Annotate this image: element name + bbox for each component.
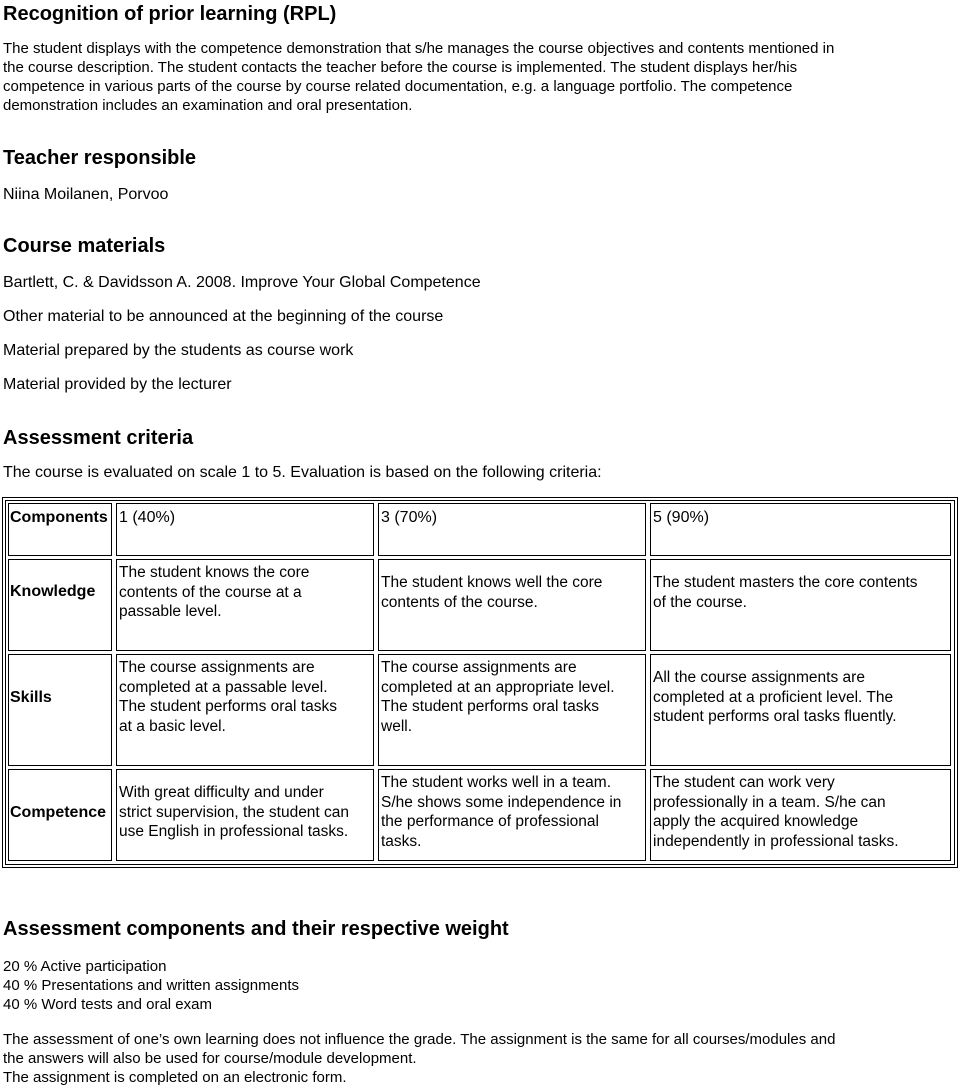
cell-line: The student masters the core contents [653,574,918,591]
closing-line: The assessment of one’s own learning does not influence the grade. The assignment is the same for all courses/modules and [3,1031,836,1048]
teacher-heading: Teacher responsible [3,147,197,169]
table-cell [653,773,899,851]
cell-line: The student works well in a team. [381,774,612,791]
cell-line: The student performs oral tasks [119,698,337,715]
cell-line: With great difficulty and under [119,784,324,801]
cell-line: All the course assignments are [653,669,865,686]
material-item: Material provided by the lecturer [3,376,232,393]
row-label-skills: Skills [10,689,52,706]
rpl-paragraph [3,39,834,115]
rpl-line: demonstration includes an examination and oral presentation. [3,97,413,114]
table-header-components: Components [10,509,108,526]
rpl-line: competence in various parts of the course by course related documentation, e.g. a language portfolio. The competence [3,78,793,95]
cell-line: passable level. [119,603,222,620]
table-cell [119,783,349,842]
cell-line: The course assignments are [119,659,315,676]
cell-line: the performance of professional [381,813,599,830]
material-item: Material prepared by the students as course work [3,342,354,359]
cell-line: The student can work very [653,774,835,791]
materials-heading: Course materials [3,235,166,257]
table-cell [381,773,621,851]
cell-line: The course assignments are [381,659,577,676]
table-cell [119,563,309,622]
weight-item: 40 % Word tests and oral exam [3,996,212,1013]
cell-line: contents of the course. [381,593,538,611]
cell-line: S/he shows some independence in [381,793,622,811]
closing-line: the answers will also be used for course/module development. [3,1050,417,1067]
table-header-grade-1: 1 (40%) [119,509,176,526]
weight-item: 20 % Active participation [3,958,167,975]
weights-heading: Assessment components and their respective weight [3,918,509,940]
material-item: Bartlett, C. & Davidsson A. 2008. Improve Your Global Competence [3,274,481,291]
cell-line: of the course. [653,593,747,611]
table-cell [381,573,602,612]
table-cell [653,668,897,727]
cell-line: The student knows the core [119,564,310,581]
closing-line: The assignment is completed on an electronic form. [3,1069,347,1086]
cell-line: strict supervision, the student can [119,803,350,821]
closing-paragraph [3,1030,835,1087]
rpl-line: The student displays with the competence demonstration that s/he manages the course objectives and contents mentioned in [3,40,835,57]
row-label-knowledge: Knowledge [10,583,96,600]
cell-line: The student knows well the core [381,574,603,591]
cell-line: professionally in a team. S/he can [653,793,886,811]
cell-line: completed at a passable level. [119,678,328,696]
cell-line: apply the acquired knowledge [653,813,859,830]
cell-line: The student performs oral tasks [381,698,599,715]
cell-line: completed at an appropriate level. [381,678,615,696]
weights-list [3,957,299,1014]
table-header-grade-5: 5 (90%) [653,509,710,526]
table-header-grade-3: 3 (70%) [381,509,438,526]
assessment-heading: Assessment criteria [3,427,194,449]
cell-line: well. [381,717,413,735]
cell-line: tasks. [381,832,422,850]
weight-item: 40 % Presentations and written assignments [3,977,299,994]
table-cell [653,573,918,612]
cell-line: at a basic level. [119,717,226,735]
rpl-line: the course description. The student contacts the teacher before the course is implemented. The student displays her/his [3,59,798,76]
table-cell [119,658,337,736]
cell-line: completed at a proficient level. The [653,688,894,706]
cell-line: contents of the course at a [119,583,302,601]
table-cell [381,658,615,736]
assessment-intro: The course is evaluated on scale 1 to 5. Evaluation is based on the following criteria: [3,464,602,481]
material-item: Other material to be announced at the beginning of the course [3,308,444,325]
row-label-competence: Competence [10,804,107,821]
teacher-name: Niina Moilanen, Porvoo [3,186,169,203]
cell-line: student performs oral tasks fluently. [653,708,897,725]
criteria-table [2,497,958,868]
rpl-heading: Recognition of prior learning (RPL) [3,3,337,25]
cell-line: use English in professional tasks. [119,823,349,840]
cell-line: independently in professional tasks. [653,832,899,850]
